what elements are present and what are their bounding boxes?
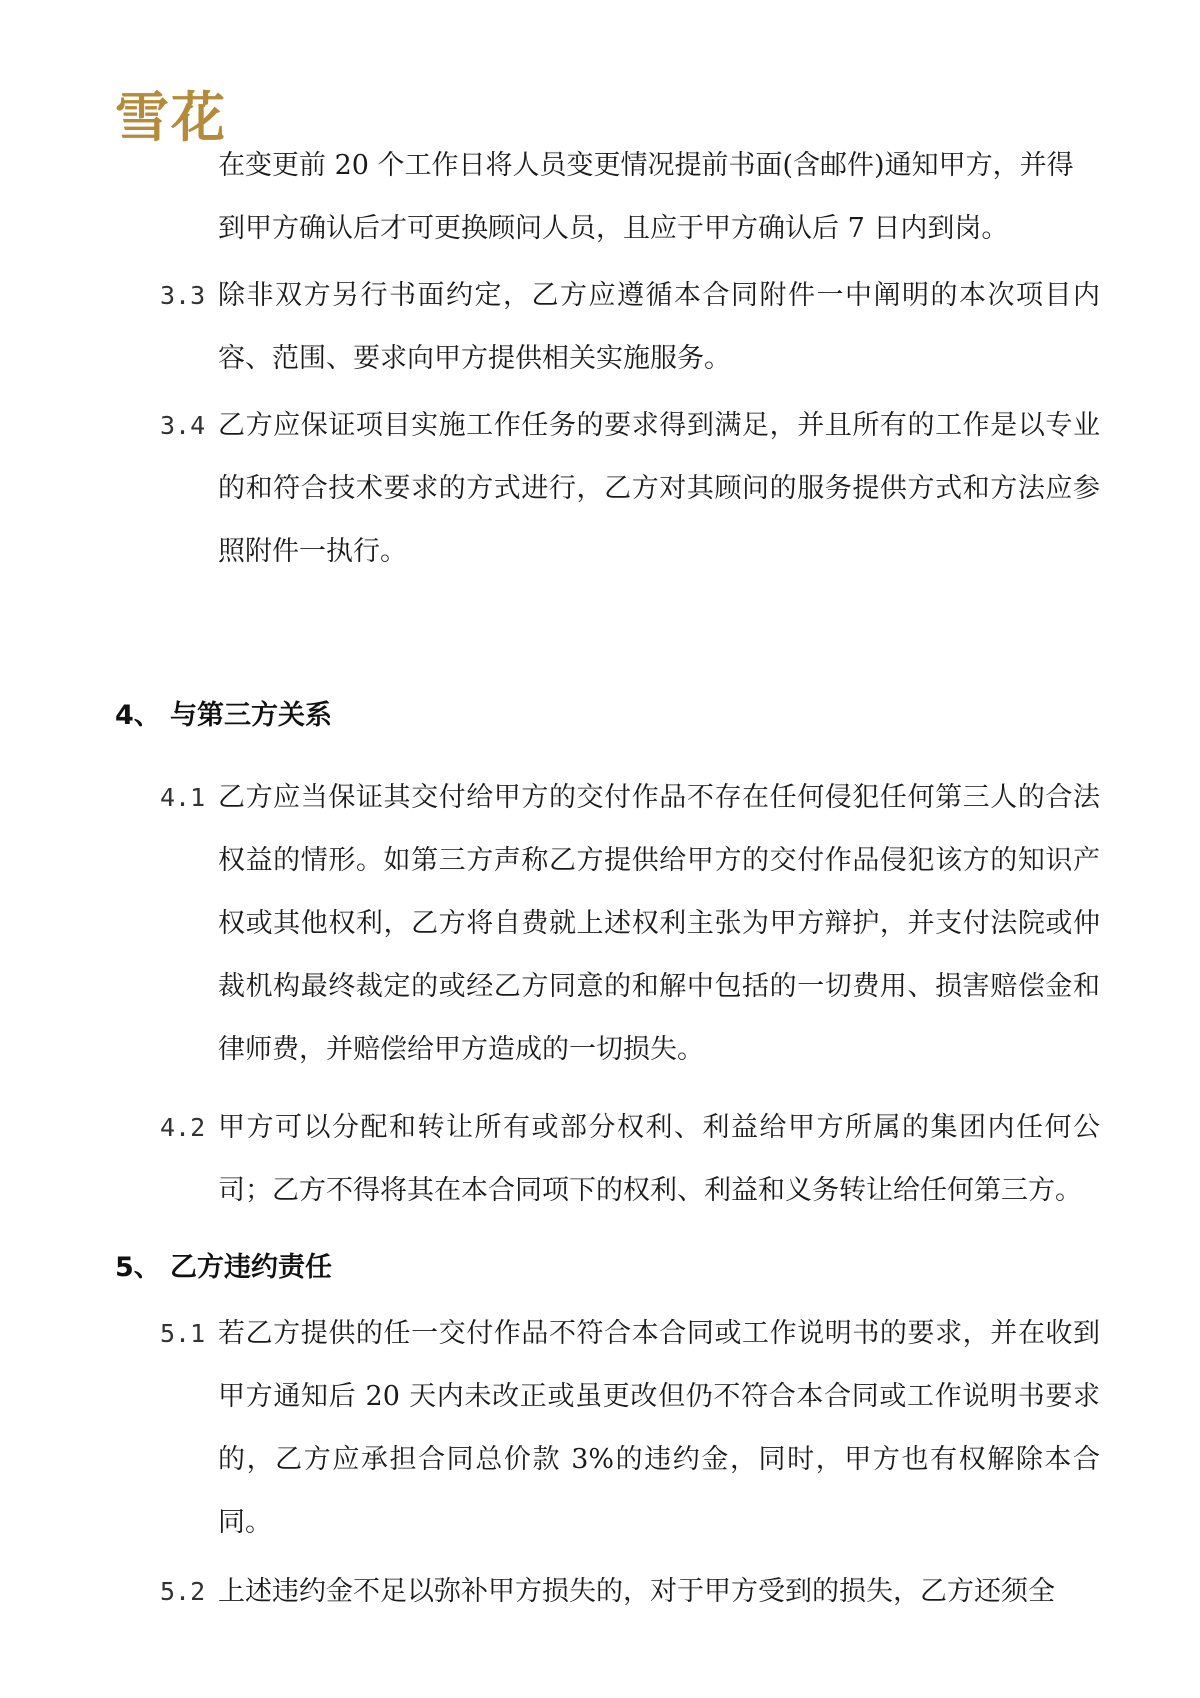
clause-5-1 — [160, 1302, 1100, 1554]
section-heading-4 — [115, 696, 332, 736]
clause-3-3 — [160, 264, 1100, 390]
clause-text: 上述违约金不足以弥补甲方损失的，对于甲方受到的损失，乙方还须全 — [218, 1576, 1055, 1607]
section-number: 4、 — [115, 700, 161, 731]
clause-text: 乙方应保证项目实施工作任务的要求得到满足，并且所有的工作是以专业的和符合技术要求的方式进行，乙方对其顾问的服务提供方式和方法应参照附件一执行。 — [218, 410, 1100, 567]
logo-text: 雪花 — [115, 86, 227, 146]
clause-number: 5.1 — [160, 1319, 206, 1348]
section-title: 乙方违约责任 — [170, 1252, 332, 1283]
clause-number: 3.4 — [160, 411, 206, 440]
section-title: 与第三方关系 — [170, 700, 332, 731]
clause-4-2 — [160, 1096, 1100, 1222]
clause-text: 除非双方另行书面约定，乙方应遵循本合同附件一中阐明的本次项目内容、范围、要求向甲方提供相关实施服务。 — [218, 280, 1100, 374]
section-number: 5、 — [115, 1252, 161, 1283]
clause-4-1 — [160, 766, 1100, 1081]
clause-3-4 — [160, 394, 1100, 583]
clause-text: 乙方应当保证其交付给甲方的交付作品不存在任何侵犯任何第三人的合法权益的情形。如第三方声称乙方提供给甲方的交付作品侵犯该方的知识产权或其他权利，乙方将自费就上述权利主张为甲方辩护，并支付法院或仲裁机构最终裁定的或经乙方同意的和解中包括的一切费用、损害赔偿金和律师费，并赔偿给甲方造成的一切损失。 — [218, 782, 1100, 1065]
clause-number: 4.2 — [160, 1113, 206, 1142]
clause-3-2-continuation: 在变更前 20 个工作日将人员变更情况提前书面(含邮件)通知甲方，并得到甲方确认后才可更换顾问人员，且应于甲方确认后 7 日内到岗。 — [218, 150, 1074, 244]
clause-5-2 — [160, 1560, 1100, 1623]
clause-text: 若乙方提供的任一交付作品不符合本合同或工作说明书的要求，并在收到甲方通知后 20 天内未改正或虽更改但仍不符合本合同或工作说明书要求的，乙方应承担合同总价款 3%的违约金，同时，甲方也有权解除本合同。 — [218, 1318, 1100, 1538]
clause-number: 5.2 — [160, 1577, 206, 1606]
clause-text: 甲方可以分配和转让所有或部分权利、利益给甲方所属的集团内任何公司；乙方不得将其在本合同项下的权利、利益和义务转让给任何第三方。 — [218, 1112, 1100, 1206]
clause-number: 4.1 — [160, 783, 206, 812]
section-heading-5 — [115, 1248, 332, 1288]
clause-number: 3.3 — [160, 281, 206, 310]
